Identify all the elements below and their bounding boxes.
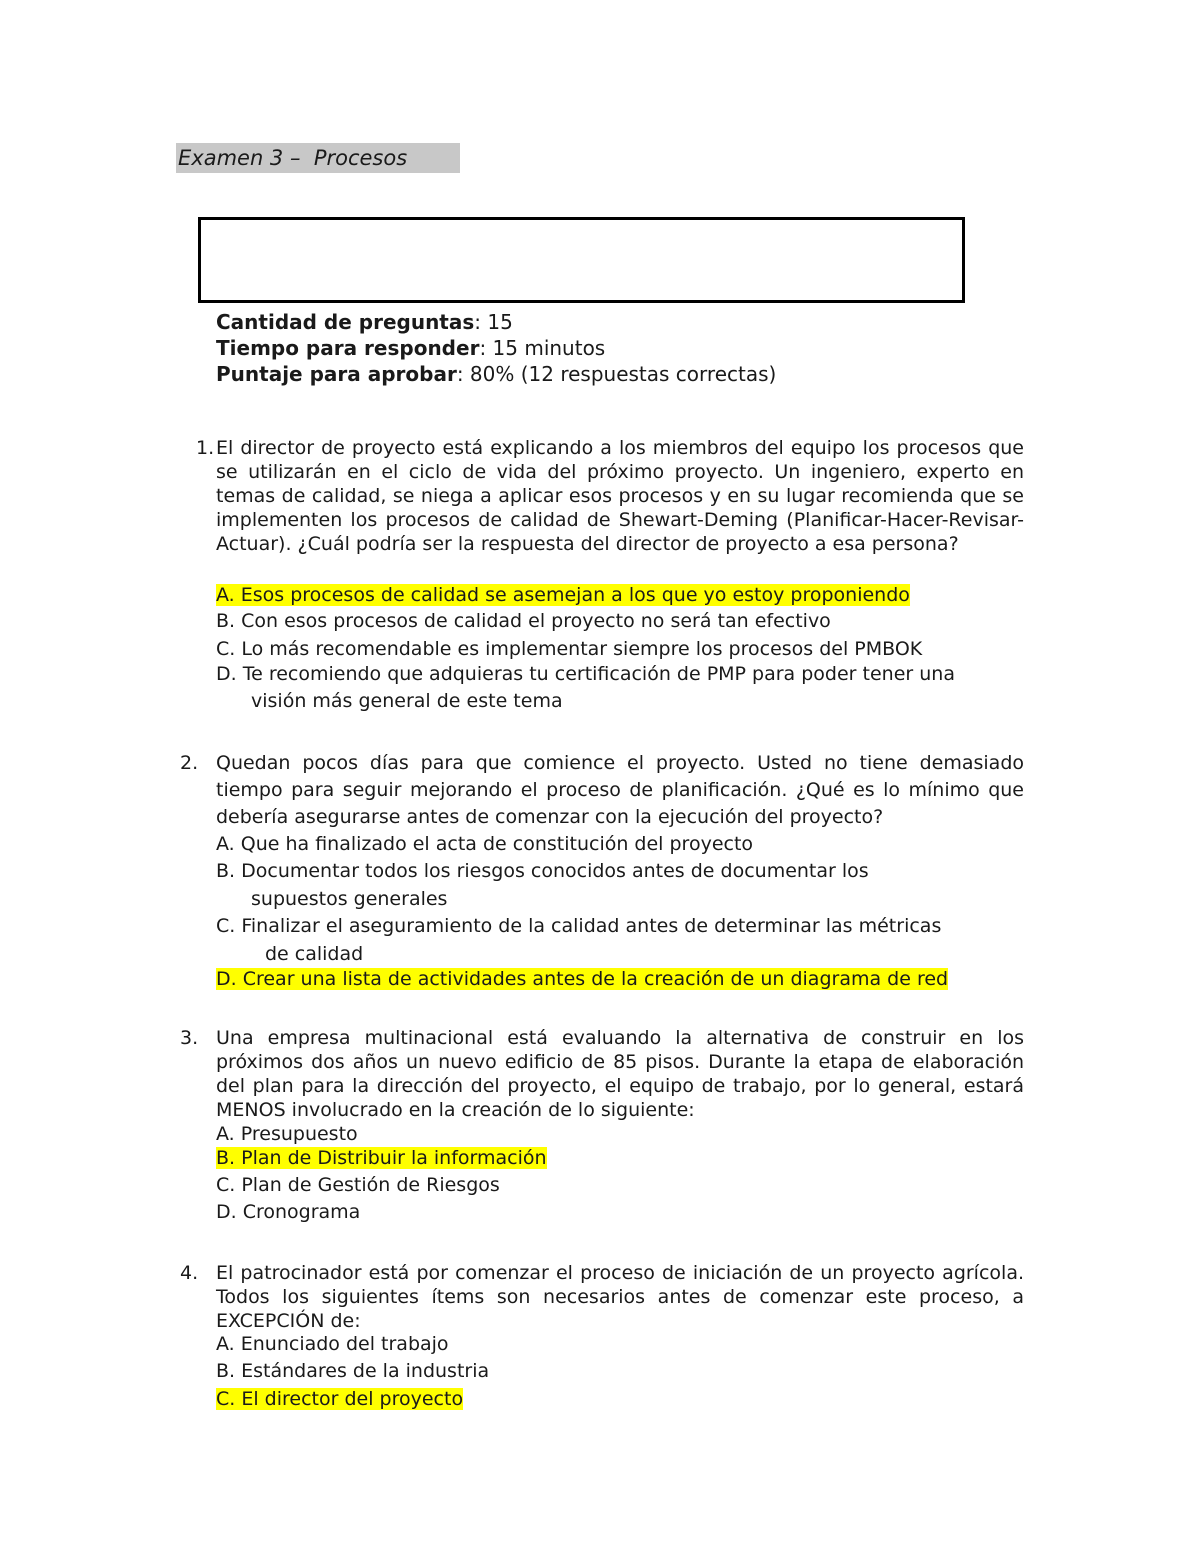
- option-2b: B. Documentar todos los riesgos conocidos antes de documentar los: [216, 860, 869, 882]
- option-3a: A. Presupuesto: [216, 1123, 358, 1145]
- option-3b: B. Plan de Distribuir la información: [216, 1147, 547, 1169]
- option-4a: A. Enunciado del trabajo: [216, 1333, 449, 1355]
- option-1b: B. Con esos procesos de calidad el proyecto no será tan efectivo: [216, 610, 831, 632]
- option-1c: C. Lo más recomendable es implementar siempre los procesos del PMBOK: [216, 638, 923, 660]
- option-2c-cont: de calidad: [265, 943, 364, 965]
- option-3c: C. Plan de Gestión de Riesgos: [216, 1174, 500, 1196]
- option-2b-cont: supuestos generales: [251, 888, 448, 910]
- option-2a: A. Que ha finalizado el acta de constitución del proyecto: [216, 833, 754, 855]
- question-number: 4.: [180, 1262, 199, 1284]
- option-3d: D. Cronograma: [216, 1201, 361, 1223]
- question-number: 2.: [180, 752, 199, 774]
- question-text: El director de proyecto está explicando a los miembros del equipo los procesos que se utilizarán en el ciclo de vida del próximo proyecto. Un ingeniero, experto en temas de calidad, se niega a aplicar esos procesos y en su lugar recomienda que se implementen los procesos de calidad de Shewart-Deming (Planificar-Hacer-Revisar-Actuar). ¿Cuál podría ser la respuesta del director de proyecto a esa persona?: [216, 437, 1024, 555]
- question-count: Cantidad de preguntas: 15: [216, 310, 513, 334]
- question-text: Quedan pocos días para que comience el proyecto. Usted no tiene demasiado tiempo para seguir mejorando el proceso de planificación. ¿Qué es lo mínimo que debería asegurarse antes de comenzar con la ejecución del proyecto?: [216, 752, 1024, 828]
- option-4b: B. Estándares de la industria: [216, 1360, 490, 1382]
- empty-box: [198, 217, 965, 303]
- option-1a: A. Esos procesos de calidad se asemejan a los que yo estoy proponiendo: [216, 584, 910, 606]
- page-title: Examen 3 – Procesos: [176, 143, 460, 173]
- question-3: [180, 1026, 1024, 1122]
- option-1d: D. Te recomiendo que adquieras tu certificación de PMP para poder tener una: [216, 663, 955, 685]
- option-2c: C. Finalizar el aseguramiento de la calidad antes de determinar las métricas: [216, 915, 942, 937]
- option-2d: D. Crear una lista de actividades antes de la creación de un diagrama de red: [216, 968, 949, 990]
- option-1d-cont: visión más general de este tema: [251, 690, 563, 712]
- question-2: [180, 750, 1024, 831]
- option-4c: C. El director del proyecto: [216, 1388, 464, 1410]
- question-number: 1.: [196, 437, 215, 459]
- time-limit: Tiempo para responder: 15 minutos: [216, 336, 606, 360]
- question-text: El patrocinador está por comenzar el proceso de iniciación de un proyecto agrícola. Todos los siguientes ítems son necesarios antes de comenzar este proceso, a EXCEPCIÓN de:: [216, 1262, 1024, 1332]
- question-1: [196, 436, 1024, 556]
- question-number: 3.: [180, 1027, 199, 1049]
- question-4: [180, 1261, 1024, 1333]
- question-text: Una empresa multinacional está evaluando la alternativa de construir en los próximos dos años un nuevo edificio de 85 pisos. Durante la etapa de elaboración del plan para la dirección del proyecto, el equipo de trabajo, por lo general, estará MENOS involucrado en la creación de lo siguiente:: [216, 1027, 1024, 1121]
- pass-score: Puntaje para aprobar: 80% (12 respuestas correctas): [216, 362, 777, 386]
